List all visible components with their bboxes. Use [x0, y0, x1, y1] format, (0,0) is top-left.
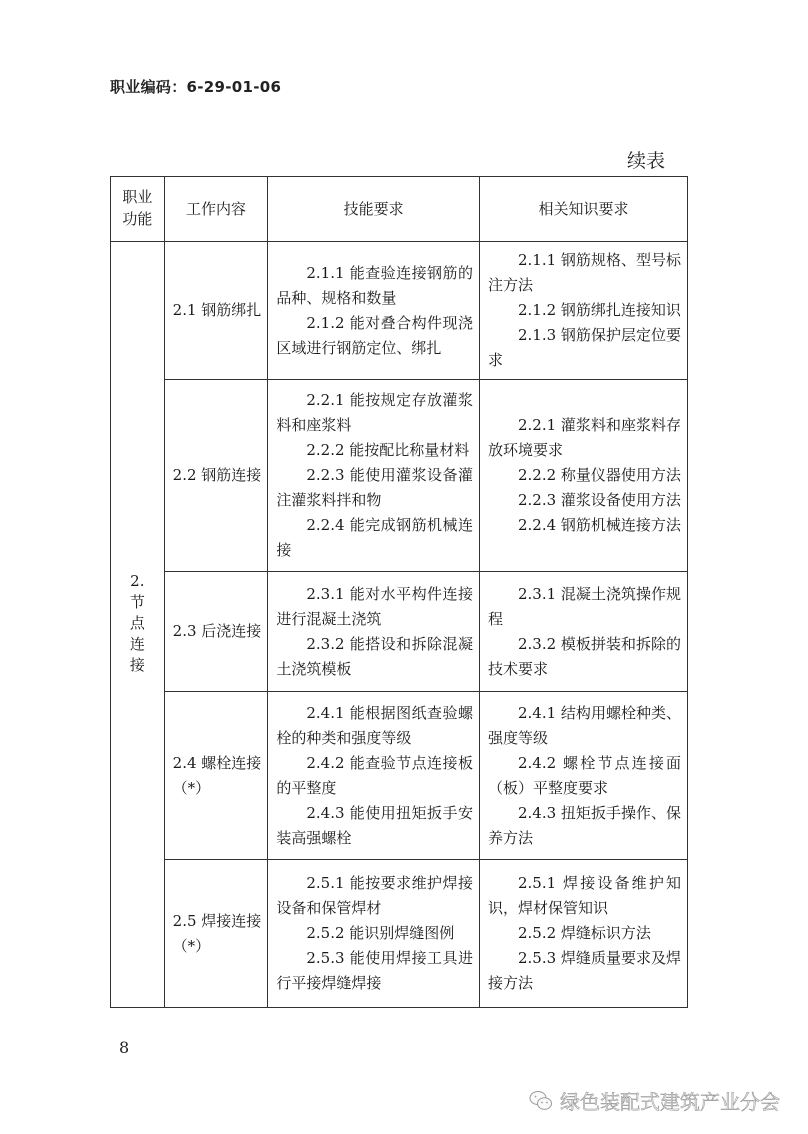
- knowledge-item: 2.3.2 模板拼装和拆除的技术要求: [487, 634, 681, 678]
- content-cell: 2.4 螺栓连接（*）: [164, 692, 268, 860]
- continued-label: 续表: [627, 150, 666, 172]
- skill-item: 2.1.1 能查验连接钢筋的品种、规格和数量: [276, 263, 473, 307]
- column-header-knowledge: 相关知识要求: [479, 177, 687, 242]
- knowledge-item: 2.2.4 钢筋机械连接方法: [517, 516, 681, 534]
- content-cell: 2.5 焊接连接（*）: [164, 860, 268, 1008]
- skill-item: 2.1.2 能对叠合构件现浇区域进行钢筋定位、绑扎: [276, 313, 473, 357]
- skills-cell: [268, 380, 480, 572]
- knowledge-item: 2.2.2 称量仪器使用方法: [517, 466, 681, 484]
- skill-item: 2.4.1 能根据图纸查验螺栓的种类和强度等级: [276, 703, 473, 747]
- skill-item: 2.3.1 能对水平构件连接进行混凝土浇筑: [276, 584, 473, 628]
- column-header-content: 工作内容: [164, 177, 268, 242]
- skill-item: 2.2.3 能使用灌浆设备灌注灌浆料拌和物: [276, 466, 473, 509]
- table-row: [111, 860, 688, 1008]
- skill-item: 2.2.4 能完成钢筋机械连接: [276, 516, 473, 559]
- skills-table: [110, 176, 688, 1008]
- knowledge-item: 2.4.2 螺栓节点连接面（板）平整度要求: [487, 753, 681, 797]
- knowledge-item: 2.2.1 灌浆料和座浆料存放环境要求: [487, 416, 681, 459]
- table-row: [111, 572, 688, 692]
- skills-cell: [268, 572, 480, 692]
- watermark: [528, 1086, 780, 1115]
- knowledge-item: 2.5.2 焊缝标识方法: [517, 924, 651, 942]
- table-row: [111, 692, 688, 860]
- skill-item: 2.5.1 能按要求维护焊接设备和保管焊材: [276, 874, 473, 917]
- column-header-skills: 技能要求: [268, 177, 480, 242]
- watermark-text: 绿色装配式建筑产业分会: [560, 1090, 780, 1114]
- skill-item: 2.3.2 能搭设和拆除混凝土浇筑模板: [276, 634, 473, 678]
- skills-cell: [268, 242, 480, 380]
- knowledge-item: 2.5.1 焊接设备维护知识，焊材保管知识: [487, 874, 681, 917]
- skill-item: 2.5.3 能使用焊接工具进行平接焊缝焊接: [276, 949, 473, 992]
- skills-cell: [268, 692, 480, 860]
- table-row: [111, 380, 688, 572]
- function-label: 2. 节点连接: [129, 572, 145, 674]
- skills-cell: [268, 860, 480, 1008]
- knowledge-item: 2.4.1 结构用螺栓种类、强度等级: [487, 703, 681, 747]
- skill-item: 2.2.1 能按规定存放灌浆料和座浆料: [276, 391, 473, 434]
- skill-item: 2.2.2 能按配比称量材料: [306, 441, 470, 459]
- skill-item: 2.4.2 能查验节点连接板的平整度: [276, 753, 473, 797]
- wechat-icon: [528, 1088, 554, 1114]
- skill-item: 2.5.2 能识别焊缝图例: [306, 924, 455, 942]
- knowledge-cell: [479, 572, 687, 692]
- function-cell: [111, 242, 165, 1008]
- skill-item: 2.4.3 能使用扭矩扳手安装高强螺栓: [276, 803, 473, 847]
- content-cell: 2.1 钢筋绑扎: [164, 242, 268, 380]
- content-cell: 2.3 后浇连接: [164, 572, 268, 692]
- column-header-function: 职业功能: [111, 177, 165, 242]
- knowledge-cell: [479, 860, 687, 1008]
- table-header-row: [111, 177, 688, 242]
- content-cell: 2.2 钢筋连接: [164, 380, 268, 572]
- knowledge-item: 2.2.3 灌浆设备使用方法: [517, 491, 681, 509]
- page-number: 8: [119, 1038, 130, 1057]
- knowledge-cell: [479, 242, 687, 380]
- knowledge-item: 2.3.1 混凝土浇筑操作规程: [487, 584, 681, 628]
- knowledge-item: 2.5.3 焊缝质量要求及焊接方法: [487, 949, 681, 992]
- knowledge-cell: [479, 692, 687, 860]
- knowledge-item: 2.1.1 钢筋规格、型号标注方法: [487, 251, 681, 294]
- knowledge-item: 2.1.3 钢筋保护层定位要求: [487, 326, 681, 369]
- knowledge-cell: [479, 380, 687, 572]
- table-row: [111, 242, 688, 380]
- knowledge-item: 2.1.2 钢筋绑扎连接知识: [517, 301, 681, 319]
- knowledge-item: 2.4.3 扭矩扳手操作、保养方法: [487, 803, 681, 847]
- occupation-code: 职业编码：6-29-01-06: [110, 78, 282, 96]
